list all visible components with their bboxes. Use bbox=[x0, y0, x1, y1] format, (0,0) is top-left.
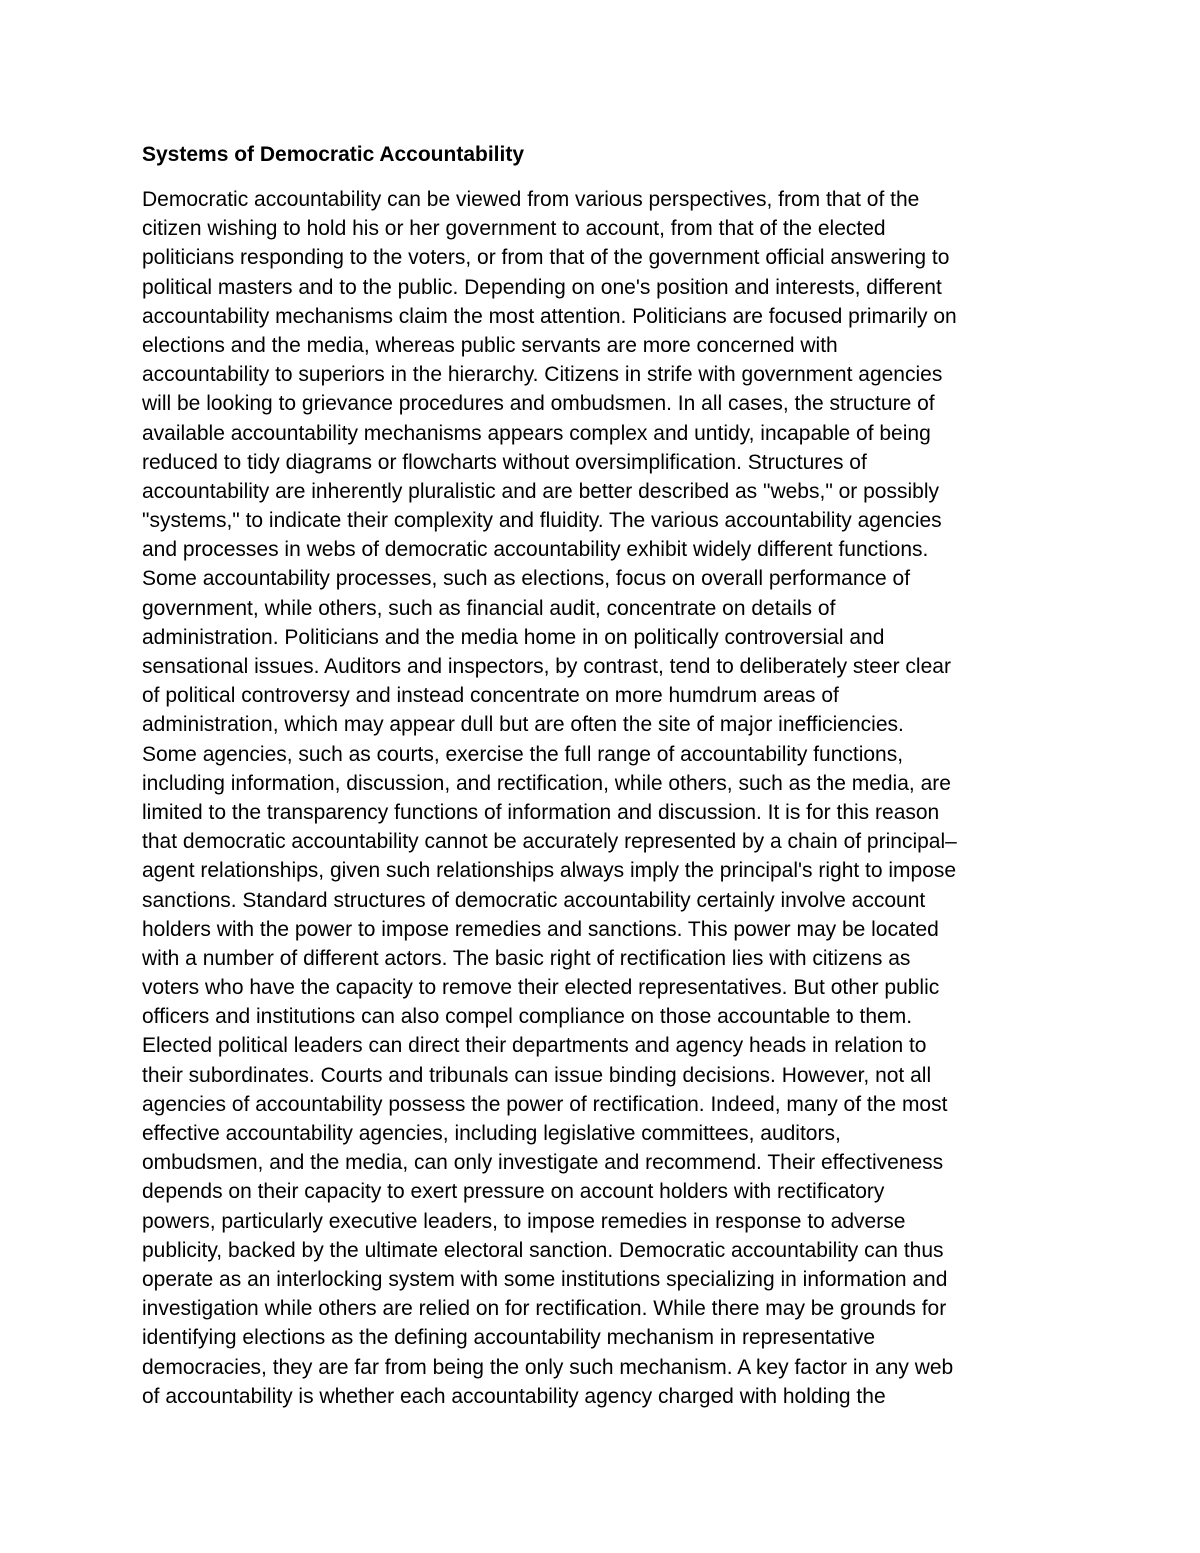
body-text-line: sanctions. Standard structures of democratic accountability certainly involve account bbox=[142, 888, 926, 912]
body-text-line: administration, which may appear dull but are often the site of major inefficiencies. bbox=[142, 713, 904, 737]
body-text-line: with a number of different actors. The basic right of rectification lies with citizens as bbox=[142, 946, 911, 970]
body-text-line: their subordinates. Courts and tribunals can issue binding decisions. However, not all bbox=[142, 1063, 932, 1087]
body-text-line: officers and institutions can also compel compliance on those accountable to them. bbox=[142, 1005, 913, 1029]
body-text-line: investigation while others are relied on for rectification. While there may be grounds for bbox=[142, 1297, 947, 1321]
body-text-line: reduced to tidy diagrams or flowcharts without oversimplification. Structures of bbox=[142, 450, 867, 474]
body-text-line: of political controversy and instead concentrate on more humdrum areas of bbox=[142, 684, 839, 708]
body-text-line: Some accountability processes, such as elections, focus on overall performance of bbox=[142, 567, 911, 591]
body-text-line: politicians responding to the voters, or from that of the government official answering to bbox=[142, 246, 950, 270]
body-text-line: Democratic accountability can be viewed from various perspectives, from that of the bbox=[142, 188, 920, 211]
body-text-line: voters who have the capacity to remove their elected representatives. But other public bbox=[142, 976, 940, 1000]
body-text-line: will be looking to grievance procedures and ombudsmen. In all cases, the structure of bbox=[142, 392, 935, 416]
body-text-line: limited to the transparency functions of information and discussion. It is for this reason bbox=[142, 800, 940, 824]
body-text-line: powers, particularly executive leaders, to impose remedies in response to adverse bbox=[142, 1209, 906, 1233]
body-text-line: operate as an interlocking system with some institutions specializing in information and bbox=[142, 1267, 948, 1291]
body-text-line: sensational issues. Auditors and inspectors, by contrast, tend to deliberately steer clear bbox=[142, 655, 951, 678]
body-text-line: citizen wishing to hold his or her government to account, from that of the elected bbox=[142, 217, 886, 241]
body-text-line: accountability to superiors in the hierarchy. Citizens in strife with government agencies bbox=[142, 363, 943, 387]
body-text-line: of accountability is whether each accountability agency charged with holding the bbox=[142, 1384, 886, 1408]
body-text-line: Elected political leaders can direct their departments and agency heads in relation to bbox=[142, 1034, 927, 1058]
body-text-line: available accountability mechanisms appears complex and untidy, incapable of being bbox=[142, 421, 931, 445]
body-text-line: and processes in webs of democratic accountability exhibit widely different functions. bbox=[142, 538, 929, 562]
body-text-line: depends on their capacity to exert pressure on account holders with rectificatory bbox=[142, 1180, 885, 1204]
document-body bbox=[142, 185, 1082, 1411]
body-text-line: agencies of accountability possess the power of rectification. Indeed, many of the most bbox=[142, 1092, 948, 1116]
body-text-line: that democratic accountability cannot be accurately represented by a chain of principal– bbox=[142, 830, 957, 854]
document-title: Systems of Democratic Accountability bbox=[142, 143, 524, 166]
body-text-line: democracies, they are far from being the only such mechanism. A key factor in any web bbox=[142, 1355, 954, 1379]
body-text-line: government, while others, such as financial audit, concentrate on details of bbox=[142, 596, 836, 620]
body-text-line: holders with the power to impose remedies and sanctions. This power may be located bbox=[142, 917, 939, 941]
body-text-line: administration. Politicians and the media home in on politically controversial and bbox=[142, 625, 885, 649]
body-text-line: including information, discussion, and rectification, while others, such as the media, are bbox=[142, 771, 951, 795]
body-text-line: effective accountability agencies, including legislative committees, auditors, bbox=[142, 1122, 841, 1145]
body-text-line: accountability are inherently pluralistic and are better described as "webs," or possibly bbox=[142, 479, 939, 503]
body-text-line: identifying elections as the defining accountability mechanism in representative bbox=[142, 1326, 876, 1350]
body-text-line: elections and the media, whereas public servants are more concerned with bbox=[142, 333, 838, 357]
body-text-line: accountability mechanisms claim the most attention. Politicians are focused primarily on bbox=[142, 304, 957, 328]
body-text-line: publicity, backed by the ultimate electoral sanction. Democratic accountability can thus bbox=[142, 1238, 944, 1262]
body-text-line: agent relationships, given such relationships always imply the principal's right to impose bbox=[142, 859, 957, 883]
body-text-line: Some agencies, such as courts, exercise the full range of accountability functions, bbox=[142, 742, 904, 766]
body-text-line: "systems," to indicate their complexity and fluidity. The various accountability agencies bbox=[142, 509, 942, 533]
body-text-line: political masters and to the public. Depending on one's position and interests, different bbox=[142, 275, 942, 299]
body-text-line: ombudsmen, and the media, can only investigate and recommend. Their effectiveness bbox=[142, 1151, 944, 1175]
